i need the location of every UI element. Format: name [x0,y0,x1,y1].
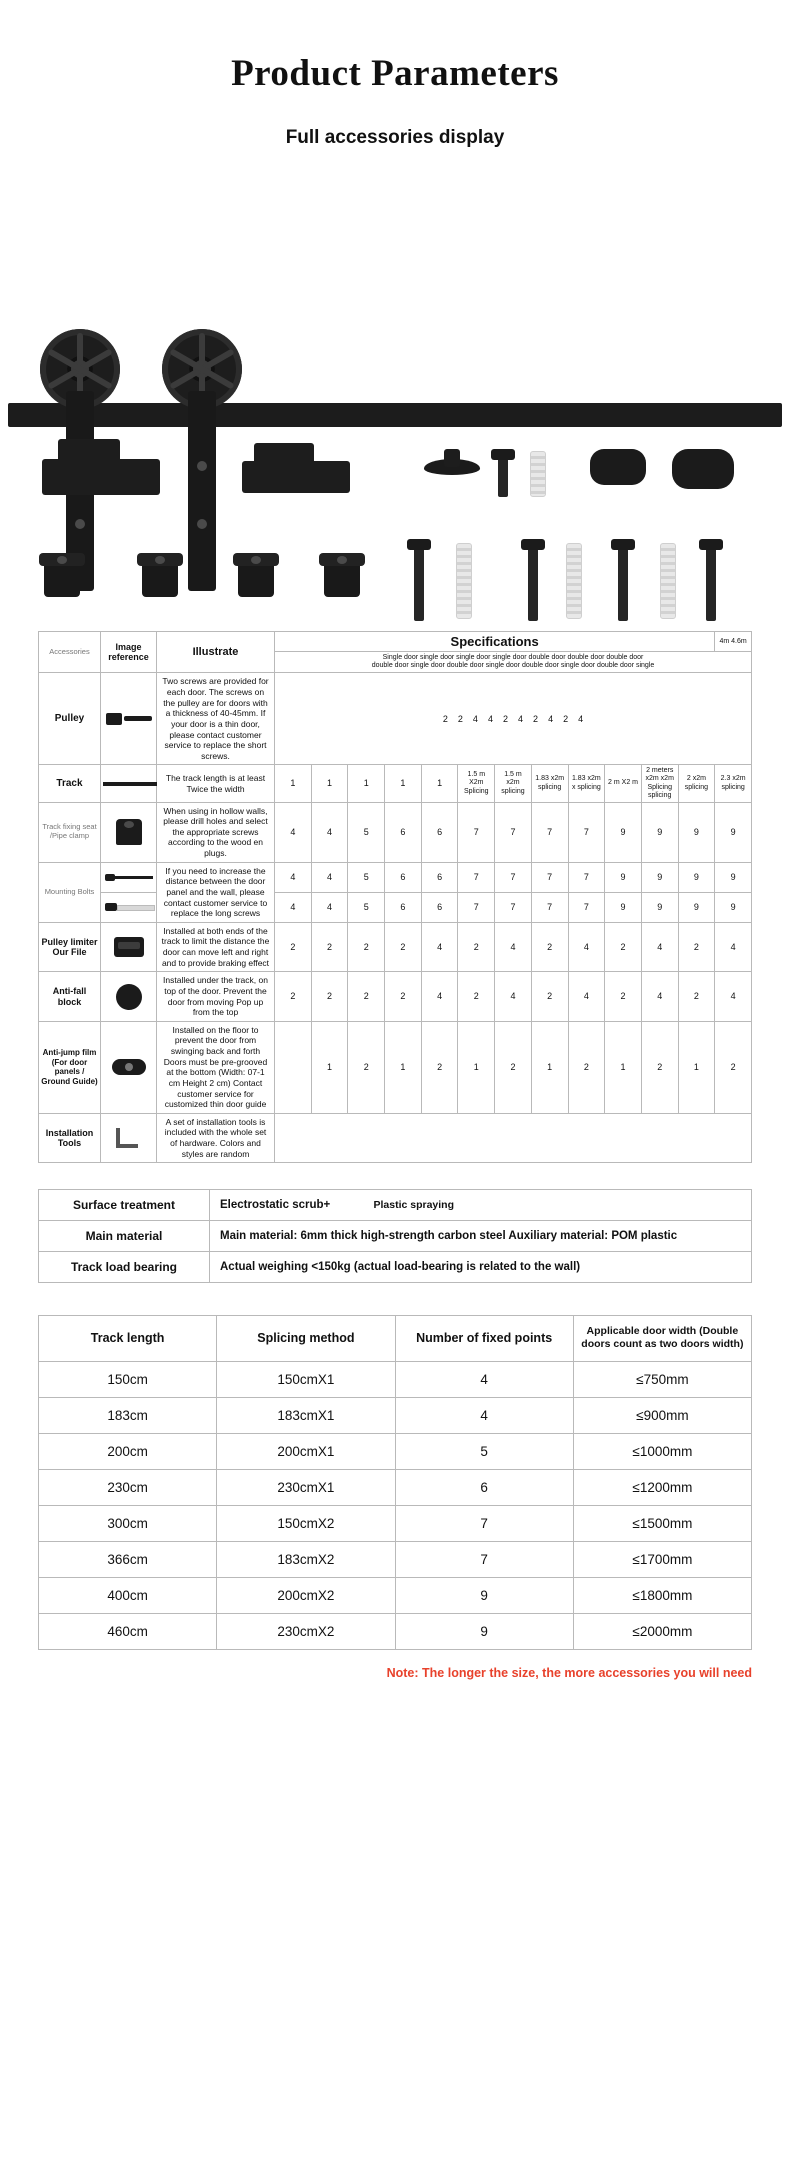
guide-val: 2 [641,1021,678,1113]
page-subtitle: Full accessories display [285,127,505,148]
table-row [39,1433,752,1469]
anti-fall-val: 2 [531,972,568,1022]
anchor-val: 6 [385,892,422,922]
anti-fall-val: 2 [458,972,495,1022]
cell-points: 7 [395,1505,573,1541]
cell-splicing: 150cmX1 [217,1361,395,1397]
cell-splicing: 183cmX2 [217,1541,395,1577]
table-row [39,1505,752,1541]
anti-fall-val: 4 [568,972,605,1022]
material-table [38,1189,752,1283]
limiter-val: 2 [531,922,568,972]
track-val: 1 [421,765,458,802]
cell-width: ≤2000mm [573,1613,751,1649]
label-surface-treatment: Surface treatment [39,1190,210,1221]
cell-points: 9 [395,1577,573,1613]
anchor-val: 7 [531,892,568,922]
accessory-name-mounting-bolts: Mounting Bolts [39,862,101,922]
value-track-load-bearing: Actual weighing <150kg (actual load-bearing is related to the wall) [210,1252,752,1283]
bolt-val: 7 [531,862,568,892]
col-track-length: Track length [39,1316,217,1361]
table-row [39,892,752,922]
floor-bracket-top [58,439,120,463]
anchor-val: 5 [348,892,385,922]
specifications-table [38,631,752,1163]
pulley-values: 2 2 4 4 2 4 2 4 2 4 [275,673,752,765]
anchor-val: 7 [458,892,495,922]
limiter-val: 4 [641,922,678,972]
cell-points: 9 [395,1613,573,1649]
track-val: 2.3 x2m splicing [715,765,752,802]
seat-val: 9 [605,802,642,862]
floor-bracket-icon [42,459,160,495]
cell-splicing: 230cmX1 [217,1469,395,1505]
limiter-illustrate: Installed at both ends of the track to limit the distance the door can move left and right and to provide braking effect [157,922,275,972]
cone-washer-top [444,449,460,467]
table-row [39,765,752,802]
anti-fall-val: 4 [641,972,678,1022]
wall-anchor-icon [530,451,546,497]
limiter-val: 2 [348,922,385,972]
table-row [39,1113,752,1163]
guide-val: 2 [348,1021,385,1113]
table-row [39,972,752,1022]
anchor-val: 9 [641,892,678,922]
cell-splicing: 200cmX2 [217,1577,395,1613]
track-val: 1 [311,765,348,802]
track-length-table [38,1315,752,1649]
limiter-val: 2 [458,922,495,972]
bolt-val: 4 [275,862,312,892]
lag-screw-icon-4 [706,539,716,621]
cell-track-length: 460cm [39,1613,217,1649]
wall-anchor-icon-3 [660,543,676,619]
track-val: 1 [348,765,385,802]
spacer-icon-1 [44,553,80,597]
cell-width: ≤1000mm [573,1433,751,1469]
value-main-material: Main material: 6mm thick high-strength carbon steel Auxiliary material: POM plastic [210,1221,752,1252]
spec-table-wrap [38,631,752,1163]
table-row [39,1221,752,1252]
cell-points: 5 [395,1433,573,1469]
guide-val [275,1021,312,1113]
cell-points: 4 [395,1361,573,1397]
col-illustrate: Illustrate [157,632,275,673]
floor-bracket-icon-2 [242,461,350,493]
seat-val: 4 [275,802,312,862]
cell-track-length: 366cm [39,1541,217,1577]
limiter-val: 2 [275,922,312,972]
table-row [39,802,752,862]
col-applicable-door-width: Applicable door width (Double doors count as two doors width) [573,1316,751,1361]
cell-splicing: 150cmX2 [217,1505,395,1541]
hardware-illustration [0,171,790,631]
cell-splicing: 230cmX2 [217,1613,395,1649]
screw-icon [498,449,508,497]
table-row [39,1541,752,1577]
bolt-val: 7 [495,862,532,892]
cell-track-length: 300cm [39,1505,217,1541]
anchor-val: 9 [605,892,642,922]
limiter-icon [101,922,157,972]
col-specifications: Specifications [275,632,715,652]
limiter-val: 4 [421,922,458,972]
wall-anchor-icon-2 [566,543,582,619]
anti-fall-illustrate: Installed under the track, on top of the door. Prevent the door from moving Pop up from the top [157,972,275,1022]
anti-fall-val: 2 [385,972,422,1022]
track-val: 2 m X2 m [605,765,642,802]
limiter-val: 2 [385,922,422,972]
cell-width: ≤1800mm [573,1577,751,1613]
seat-val: 7 [568,802,605,862]
tools-illustrate: A set of installation tools is included with the whole set of hardware. Colors and styles are random [157,1113,275,1163]
pulley-icon [101,673,157,765]
seat-val: 7 [458,802,495,862]
cell-points: 7 [395,1541,573,1577]
anti-fall-val: 4 [715,972,752,1022]
anchor-val: 7 [495,892,532,922]
track-val: 1.83 x2m splicing [531,765,568,802]
table-row [39,1190,752,1221]
col-accessories: Accessories [39,632,101,673]
bolt-icon [101,862,157,892]
track-icon [101,765,157,802]
anchor-val: 4 [275,892,312,922]
limiter-val: 4 [715,922,752,972]
table-row [39,862,752,892]
guide-val: 2 [568,1021,605,1113]
allen-key-icon [101,1113,157,1163]
cell-width: ≤750mm [573,1361,751,1397]
label-main-material: Main material [39,1221,210,1252]
guide-val: 1 [605,1021,642,1113]
col-splicing-method: Splicing method [217,1316,395,1361]
limiter-val: 4 [568,922,605,972]
floor-bracket-top-2 [254,443,314,465]
bolt-val: 4 [311,862,348,892]
anchor-val: 4 [311,892,348,922]
col-fixed-points: Number of fixed points [395,1316,573,1361]
anchor-val: 6 [421,892,458,922]
cell-track-length: 200cm [39,1433,217,1469]
seat-val: 9 [641,802,678,862]
track-val: 1 [385,765,422,802]
bolt-val: 7 [568,862,605,892]
cell-track-length: 150cm [39,1361,217,1397]
cell-width: ≤1200mm [573,1469,751,1505]
cell-width: ≤1700mm [573,1541,751,1577]
footer-note: Note: The longer the size, the more accessories you will need [386,1665,752,1680]
seat-illustrate: When using in hollow walls, please drill holes and select the appropriate screws according to the wood en plugs. [157,802,275,862]
guide-val: 1 [678,1021,715,1113]
anti-fall-val: 2 [605,972,642,1022]
bolt-val: 7 [458,862,495,892]
table-row [39,1361,752,1397]
limiter-val: 4 [495,922,532,972]
anchor-val: 9 [678,892,715,922]
table-row [39,1021,752,1113]
guide-val: 2 [495,1021,532,1113]
table-row [39,922,752,972]
accessory-name-pulley-limiter: Pulley limiter Our File [39,922,101,972]
accessory-name-track-fixing-seat: Track fixing seat /Pipe clamp [39,802,101,862]
seat-val: 9 [715,802,752,862]
material-table-wrap [38,1189,752,1283]
bolt-val: 6 [421,862,458,892]
cell-track-length: 183cm [39,1397,217,1433]
seat-val: 6 [385,802,422,862]
bolt-val: 9 [641,862,678,892]
cell-width: ≤1500mm [573,1505,751,1541]
accessory-name-anti-fall-block: Anti-fall block [39,972,101,1022]
bolt-val: 9 [605,862,642,892]
table-row [39,1469,752,1505]
label-track-load-bearing: Track load bearing [39,1252,210,1283]
table-row [39,673,752,765]
accessory-name-track: Track [39,765,101,802]
seat-val: 7 [495,802,532,862]
anti-fall-block-icon-2 [672,449,734,489]
guide-val: 2 [715,1021,752,1113]
table-header-row [39,632,752,652]
size-note: 4m 4.6m [715,632,752,652]
disc-icon [101,972,157,1022]
guide-illustrate: Installed on the floor to prevent the door from swinging back and forth Doors must be pre-grooved at the bottom (Width: 07-1 cm Height 2 cm) Contact customer service for customized thin door guide [157,1021,275,1113]
spacer-icon-3 [238,553,274,597]
track-val: 1 [275,765,312,802]
guide-val: 1 [531,1021,568,1113]
seat-val: 6 [421,802,458,862]
track-illustrate: The track length is at least Twice the width [157,765,275,802]
anti-fall-val: 4 [421,972,458,1022]
col-image-reference: Image reference [101,632,157,673]
accessory-name-pulley: Pulley [39,673,101,765]
table-row [39,1252,752,1283]
seat-val: 5 [348,802,385,862]
rail-graphic [8,403,782,427]
anti-fall-val: 2 [275,972,312,1022]
seat-val: 9 [678,802,715,862]
wall-anchor-icon-1 [456,543,472,619]
accessory-name-installation-tools: Installation Tools [39,1113,101,1163]
spacer-icon-2 [142,553,178,597]
seat-val: 4 [311,802,348,862]
table-header-row [39,1316,752,1361]
table-row [39,1397,752,1433]
bolt-val: 5 [348,862,385,892]
track-val: 1.83 x2m x splicing [568,765,605,802]
table-row [39,1613,752,1649]
bolt-val: 9 [715,862,752,892]
spacer-icon-4 [324,553,360,597]
footer-spacer [0,1680,790,1720]
track-val: 1.5 m X2m Splicing [458,765,495,802]
bolts-illustrate: If you need to increase the distance between the door panel and the wall, please contact customer service to replace the long screws [157,862,275,922]
pulley-illustrate: Two screws are provided for each door. The screws on the pulley are for doors with a thickness of 40-45mm. If your door is a thin door, please contact customer service to replace the short screws. [157,673,275,765]
track-val: 1.5 m x2m splicing [495,765,532,802]
size-row-labels: Single door single door single door single door double door double door double door double door single door double door single door double door single door double door single [275,652,752,673]
bolt-val: 9 [678,862,715,892]
track-val: 2 x2m splicing [678,765,715,802]
cell-splicing: 200cmX1 [217,1433,395,1469]
track-val: 2 meters x2m x2m Splicing splicing [641,765,678,802]
anti-fall-block-icon [590,449,646,485]
tools-values [275,1113,752,1163]
limiter-val: 2 [678,922,715,972]
anti-fall-val: 2 [348,972,385,1022]
lag-screw-icon-3 [618,539,628,621]
bolt-val: 6 [385,862,422,892]
guide-val: 2 [421,1021,458,1113]
limiter-val: 2 [605,922,642,972]
anti-fall-val: 2 [678,972,715,1022]
value-surface-treatment: Electrostatic scrub+ Plastic spraying [210,1190,752,1221]
cell-points: 6 [395,1469,573,1505]
hanger-strap [188,391,216,591]
guide-val: 1 [458,1021,495,1113]
anti-fall-val: 4 [495,972,532,1022]
cell-width: ≤900mm [573,1397,751,1433]
anti-fall-val: 2 [311,972,348,1022]
seat-val: 7 [531,802,568,862]
guide-val: 1 [311,1021,348,1113]
lag-screw-icon-2 [528,539,538,621]
guide-val: 1 [385,1021,422,1113]
table-row [39,1577,752,1613]
cell-points: 4 [395,1397,573,1433]
anchor-val: 7 [568,892,605,922]
anchor-icon [101,892,157,922]
limiter-val: 2 [311,922,348,972]
guide-icon [101,1021,157,1113]
cell-track-length: 230cm [39,1469,217,1505]
length-table-wrap [38,1315,752,1649]
seat-icon [101,802,157,862]
page-title: Product Parameters [231,53,559,94]
anchor-val: 9 [715,892,752,922]
accessory-name-anti-jump-film: Anti-jump film (For door panels / Ground Guide) [39,1021,101,1113]
cell-splicing: 183cmX1 [217,1397,395,1433]
lag-screw-icon-1 [414,539,424,621]
cell-track-length: 400cm [39,1577,217,1613]
